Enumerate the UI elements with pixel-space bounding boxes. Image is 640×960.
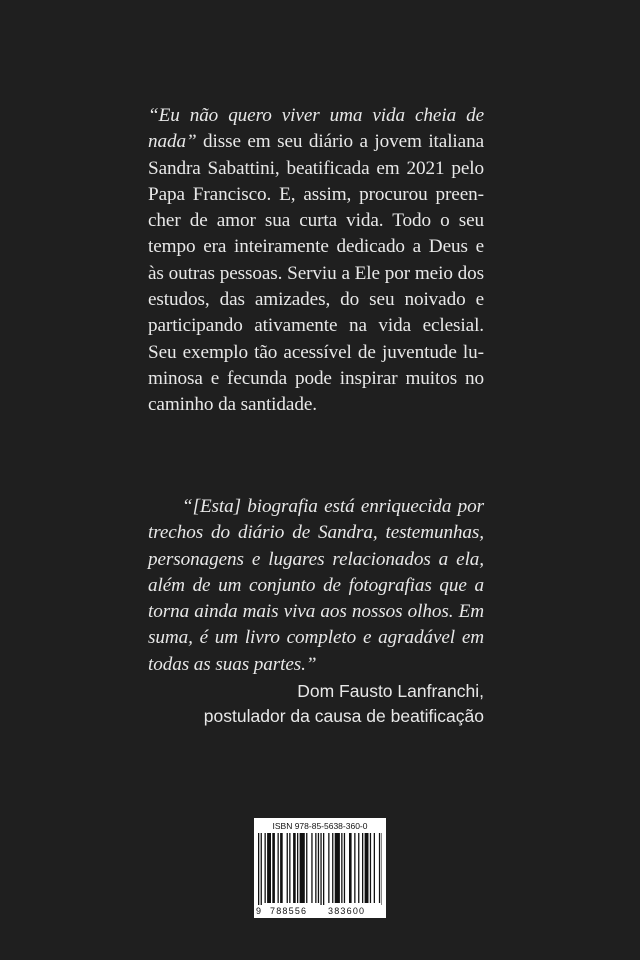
barcode-bar: [306, 833, 307, 903]
barcode-bar: [267, 833, 271, 903]
barcode-bar: [332, 833, 333, 903]
barcode-bar: [374, 833, 375, 903]
barcode-bar: [318, 833, 319, 903]
barcode-bar: [358, 833, 359, 903]
endorsement-quote: “[Esta] biografia está enriquecida por trechos do diário de Sandra, testemunhas, personagens e lugares relacionados a ela, além de um conjunto de fotografias que a torna ainda mais viva aos nossos olhos. Em suma, é um livro completo e agradável em todas as suas partes.”: [148, 496, 484, 675]
barcode-bar: [362, 833, 363, 903]
barcode-bar: [311, 833, 312, 903]
barcode-bar: [328, 833, 329, 903]
barcode-bar: [258, 833, 259, 905]
isbn-barcode: [254, 818, 386, 918]
endorsement-author-role: postulador da causa de beatificação: [203, 706, 484, 726]
barcode-bar: [315, 833, 316, 903]
barcode-bar: [354, 833, 355, 903]
barcode-bar: [293, 833, 296, 903]
barcode-bar: [280, 833, 283, 903]
barcode-bar: [289, 833, 290, 903]
barcode-bar: [370, 833, 371, 903]
barcode-digit-first: 9: [256, 906, 263, 916]
isbn-label: ISBN 978-85-5638-360-0: [272, 821, 368, 831]
barcode-bar: [272, 833, 275, 903]
synopsis-text: disse em seu diário a jovem italiana Sandra Sabattini, beatificada em 2021 pelo Papa Francisco. E, assim, procurou preencher de amor sua curta vida. Todo o seu tempo era inteiramente dedicado a Deus e às outras pessoas. Serviu a Ele por meio dos estudos, das amizades, do seu noivado e participando ativamente na vida eclesial. Seu exemplo tão acessível de juventude luminosa e fecunda pode inspirar muitos no caminho da santidade.: [148, 131, 484, 416]
barcode-bar: [379, 833, 380, 903]
barcode-digits-right: 383600: [328, 906, 366, 916]
synopsis-paragraph: [148, 103, 484, 419]
barcode-bar: [287, 833, 288, 903]
barcode-bar: [382, 833, 383, 905]
barcode-digits-left: 788556: [270, 906, 308, 916]
barcode-bar: [349, 833, 352, 903]
barcode-bar: [297, 833, 298, 903]
barcode-bar: [344, 833, 345, 903]
endorsement-author: Dom Fausto Lanfranchi,: [297, 681, 484, 701]
barcode-bar: [265, 833, 266, 903]
opening-quote: “Eu não quero viver uma vida cheia de nada”: [148, 105, 484, 153]
barcode-bar: [278, 833, 279, 903]
endorsement-attribution: [204, 679, 484, 729]
barcode-bars: [258, 833, 382, 905]
barcode-bar: [323, 833, 324, 905]
barcode-bar: [320, 833, 321, 905]
barcode-bar: [365, 833, 369, 903]
barcode-bar: [300, 833, 305, 903]
barcode-bar: [261, 833, 262, 905]
barcode-digits: [254, 906, 386, 917]
barcode-bar: [341, 833, 342, 903]
barcode-bar: [335, 833, 340, 903]
